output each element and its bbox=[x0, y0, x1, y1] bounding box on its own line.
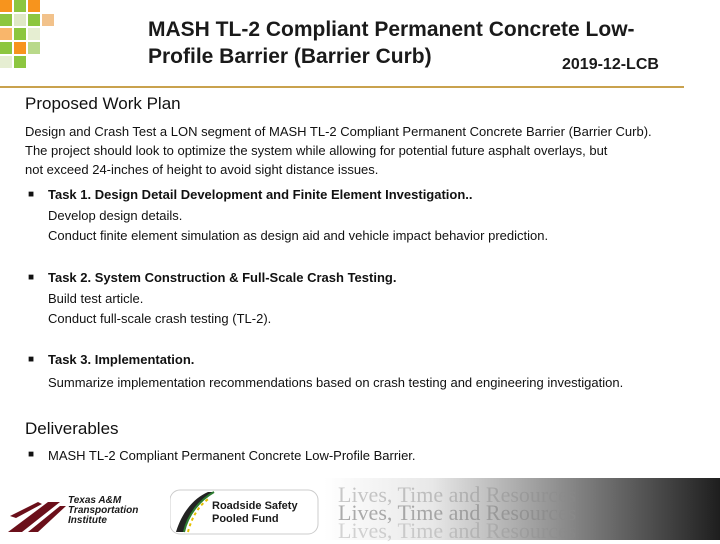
tile bbox=[14, 0, 26, 12]
deliverables-heading: Deliverables bbox=[25, 419, 119, 438]
tile bbox=[0, 14, 12, 26]
tile bbox=[42, 14, 54, 26]
tti-logo-line: Institute bbox=[68, 515, 107, 526]
watermark-line: Lives, Time and Resources bbox=[338, 518, 577, 543]
work-plan-heading: Proposed Work Plan bbox=[25, 94, 181, 113]
bullet-icon: ■ bbox=[28, 354, 35, 365]
description-line: The project should look to optimize the system while allowing for potential future asphalt overlays, but bbox=[25, 143, 608, 158]
tile bbox=[28, 0, 40, 12]
tile bbox=[14, 42, 26, 54]
task-line: Conduct full-scale crash testing (TL-2). bbox=[48, 311, 272, 326]
rspf-logo-line: Roadside Safety bbox=[212, 500, 298, 512]
tile bbox=[14, 14, 26, 26]
description-line: not exceed 24-inches of height to avoid sight distance issues. bbox=[25, 162, 379, 177]
description-line: Design and Crash Test a LON segment of MASH TL-2 Compliant Permanent Concrete Barrier (Barrier Curb). bbox=[25, 124, 652, 139]
project-code: 2019-12-LCB bbox=[562, 56, 659, 73]
tile bbox=[28, 42, 40, 54]
tile bbox=[0, 0, 12, 12]
task-line: Summarize implementation recommendations based on crash testing and engineering investigation. bbox=[48, 375, 624, 390]
tile bbox=[28, 28, 40, 40]
deliverable-text: MASH TL-2 Compliant Permanent Concrete Low-Profile Barrier. bbox=[48, 448, 416, 463]
rspf-logo bbox=[170, 488, 320, 536]
bullet-icon: ■ bbox=[28, 449, 35, 460]
title-line-2: Profile Barrier (Barrier Curb) bbox=[148, 45, 432, 68]
tti-logo bbox=[8, 494, 158, 534]
task-title: Task 2. System Construction & Full-Scale Crash Testing. bbox=[48, 270, 397, 285]
watermark-line: Lives, Time and Resources bbox=[338, 500, 577, 525]
decorative-tiles bbox=[0, 0, 56, 74]
task-title: Task 1. Design Detail Development and Finite Element Investigation.. bbox=[48, 187, 473, 202]
rspf-logo-line: Pooled Fund bbox=[212, 513, 279, 525]
task-line: Build test article. bbox=[48, 291, 144, 306]
bullet-icon: ■ bbox=[28, 272, 35, 283]
work-plan-description bbox=[25, 122, 715, 179]
tile bbox=[0, 56, 12, 68]
tile bbox=[14, 56, 26, 68]
bullet-icon: ■ bbox=[28, 189, 35, 200]
task-line: Conduct finite element simulation as design aid and vehicle impact behavior prediction. bbox=[48, 228, 549, 243]
title-line-1: MASH TL-2 Compliant Permanent Concrete Low- bbox=[148, 18, 635, 41]
tile bbox=[14, 28, 26, 40]
tile bbox=[0, 28, 12, 40]
tti-logo-line: Texas A&M bbox=[68, 495, 122, 506]
header-divider bbox=[0, 86, 684, 88]
tti-logo-line: Transportation bbox=[68, 505, 139, 516]
task-line: Develop design details. bbox=[48, 208, 183, 223]
tile bbox=[28, 14, 40, 26]
task-title: Task 3. Implementation. bbox=[48, 352, 195, 367]
watermark-line: Lives, Time and Resources bbox=[338, 482, 577, 507]
tile bbox=[0, 42, 12, 54]
